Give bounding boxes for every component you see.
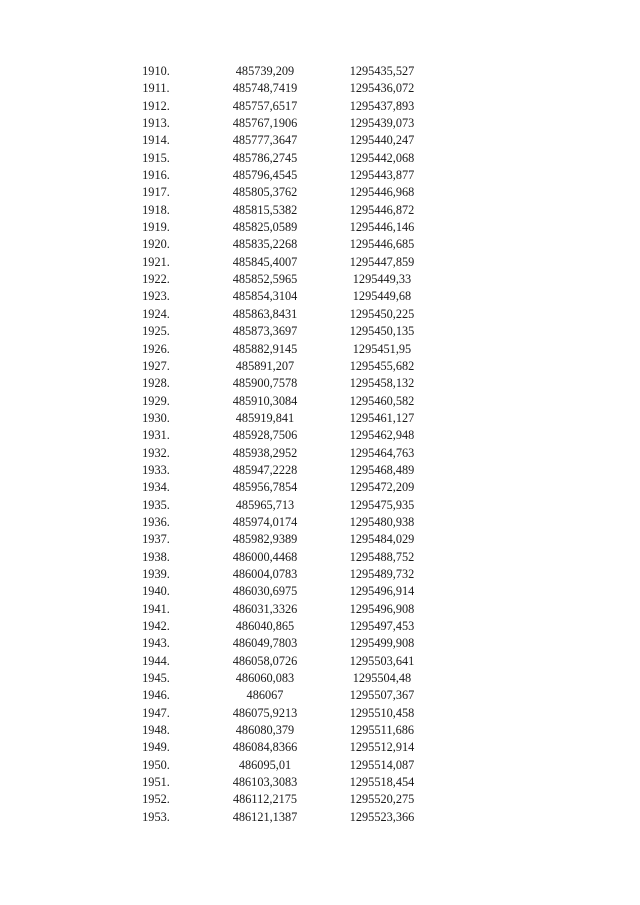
row-index: 1948. bbox=[142, 723, 170, 738]
value-a: 485974,0174 bbox=[232, 514, 298, 529]
table-row bbox=[100, 722, 446, 739]
table-row bbox=[100, 757, 446, 774]
value-b: 1295449,33 bbox=[352, 272, 412, 287]
row-index: 1920. bbox=[142, 237, 170, 252]
row-index: 1953. bbox=[142, 809, 170, 824]
table-row bbox=[100, 306, 446, 323]
value-b: 1295504,48 bbox=[352, 671, 412, 686]
row-index: 1926. bbox=[142, 341, 170, 356]
row-index: 1940. bbox=[142, 584, 170, 599]
value-a: 486095,01 bbox=[238, 757, 292, 772]
table-row bbox=[100, 63, 446, 80]
row-index: 1915. bbox=[142, 150, 170, 165]
value-b: 1295512,914 bbox=[349, 740, 415, 755]
value-a: 485815,5382 bbox=[232, 202, 298, 217]
row-index: 1919. bbox=[142, 220, 170, 235]
value-b: 1295484,029 bbox=[349, 532, 415, 547]
table-row bbox=[100, 323, 446, 340]
value-b: 1295461,127 bbox=[349, 410, 415, 425]
row-index: 1916. bbox=[142, 168, 170, 183]
row-index: 1943. bbox=[142, 636, 170, 651]
value-b: 1295480,938 bbox=[349, 514, 415, 529]
row-index: 1950. bbox=[142, 757, 170, 772]
value-b: 1295520,275 bbox=[349, 792, 415, 807]
row-index: 1914. bbox=[142, 133, 170, 148]
value-b: 1295436,072 bbox=[349, 81, 415, 96]
table-row bbox=[100, 167, 446, 184]
table-row bbox=[100, 271, 446, 288]
table-row bbox=[100, 635, 446, 652]
value-a: 486075,9213 bbox=[232, 705, 298, 720]
value-a: 485882,9145 bbox=[232, 341, 298, 356]
value-b: 1295439,073 bbox=[349, 116, 415, 131]
value-b: 1295518,454 bbox=[349, 775, 415, 790]
value-a: 485757,6517 bbox=[232, 98, 298, 113]
row-index: 1924. bbox=[142, 306, 170, 321]
table-row bbox=[100, 341, 446, 358]
value-b: 1295507,367 bbox=[349, 688, 415, 703]
row-index: 1938. bbox=[142, 549, 170, 564]
row-index: 1952. bbox=[142, 792, 170, 807]
value-a: 485835,2268 bbox=[232, 237, 298, 252]
value-b: 1295497,453 bbox=[349, 619, 415, 633]
value-b: 1295460,582 bbox=[349, 393, 415, 408]
value-b: 1295489,732 bbox=[349, 566, 415, 581]
value-b: 1295449,68 bbox=[352, 289, 412, 304]
value-a: 485805,3762 bbox=[232, 185, 298, 200]
table-row bbox=[100, 549, 446, 566]
table-row bbox=[100, 531, 446, 548]
table-row bbox=[100, 809, 446, 826]
value-a: 485796,4545 bbox=[232, 168, 298, 183]
row-index: 1921. bbox=[142, 254, 170, 269]
row-index: 1932. bbox=[142, 445, 170, 460]
value-b: 1295446,146 bbox=[349, 220, 415, 235]
value-b: 1295475,935 bbox=[349, 497, 415, 512]
value-b: 1295496,908 bbox=[349, 601, 415, 616]
value-a: 486058,0726 bbox=[232, 653, 298, 668]
table-row bbox=[100, 393, 446, 410]
value-a: 486080,379 bbox=[235, 723, 295, 738]
table-row bbox=[100, 358, 446, 375]
table-row bbox=[100, 445, 446, 462]
table-row bbox=[100, 514, 446, 531]
row-index: 1935. bbox=[142, 497, 170, 512]
table-row bbox=[100, 219, 446, 236]
table-row bbox=[100, 791, 446, 808]
row-index: 1922. bbox=[142, 272, 170, 287]
table-row bbox=[100, 670, 446, 687]
table-row bbox=[100, 115, 446, 132]
value-a: 485873,3697 bbox=[232, 324, 298, 339]
value-b: 1295511,686 bbox=[349, 723, 415, 738]
row-index: 1917. bbox=[142, 185, 170, 200]
row-index: 1931. bbox=[142, 428, 170, 443]
value-b: 1295510,458 bbox=[349, 705, 415, 720]
table-body bbox=[100, 63, 446, 826]
value-a: 485900,7578 bbox=[232, 376, 298, 391]
value-a: 485854,3104 bbox=[232, 289, 298, 304]
value-b: 1295496,914 bbox=[349, 584, 415, 599]
row-index: 1945. bbox=[142, 671, 170, 686]
value-b: 1295523,366 bbox=[349, 809, 415, 824]
table-row bbox=[100, 566, 446, 583]
row-index: 1911. bbox=[142, 81, 170, 96]
row-index: 1946. bbox=[142, 688, 170, 703]
value-a: 485982,9389 bbox=[232, 532, 298, 547]
value-b: 1295437,893 bbox=[349, 98, 415, 113]
value-a: 486040,865 bbox=[235, 619, 295, 633]
value-a: 485777,3647 bbox=[232, 133, 298, 148]
value-b: 1295450,225 bbox=[349, 306, 415, 321]
value-a: 485956,7854 bbox=[232, 480, 298, 495]
value-b: 1295468,489 bbox=[349, 462, 415, 477]
value-b: 1295446,968 bbox=[349, 185, 415, 200]
table-row bbox=[100, 774, 446, 791]
value-b: 1295462,948 bbox=[349, 428, 415, 443]
value-b: 1295450,135 bbox=[349, 324, 415, 339]
row-index: 1927. bbox=[142, 358, 170, 373]
value-b: 1295499,908 bbox=[349, 636, 415, 651]
row-index: 1918. bbox=[142, 202, 170, 217]
row-index: 1942. bbox=[142, 619, 170, 633]
value-b: 1295451,95 bbox=[352, 341, 412, 356]
value-a: 486030,6975 bbox=[232, 584, 298, 599]
data-table bbox=[100, 63, 446, 826]
row-index: 1949. bbox=[142, 740, 170, 755]
value-b: 1295443,877 bbox=[349, 168, 415, 183]
table-row bbox=[100, 288, 446, 305]
value-a: 485919,841 bbox=[235, 410, 295, 425]
row-index: 1925. bbox=[142, 324, 170, 339]
value-b: 1295488,752 bbox=[349, 549, 415, 564]
value-a: 486121,1387 bbox=[232, 809, 298, 824]
row-index: 1941. bbox=[142, 601, 170, 616]
row-index: 1913. bbox=[142, 116, 170, 131]
row-index: 1928. bbox=[142, 376, 170, 391]
table-row bbox=[100, 618, 446, 635]
value-a: 485748,7419 bbox=[232, 81, 298, 96]
value-a: 485947,2228 bbox=[232, 462, 298, 477]
value-a: 485928,7506 bbox=[232, 428, 298, 443]
value-a: 486112,2175 bbox=[232, 792, 298, 807]
value-a: 485938,2952 bbox=[232, 445, 298, 460]
value-b: 1295472,209 bbox=[349, 480, 415, 495]
table-row bbox=[100, 202, 446, 219]
value-a: 486004,0783 bbox=[232, 566, 298, 581]
value-a: 486103,3083 bbox=[232, 775, 298, 790]
value-a: 486031,3326 bbox=[232, 601, 298, 616]
value-b: 1295442,068 bbox=[349, 150, 415, 165]
value-a: 485852,5965 bbox=[232, 272, 298, 287]
value-b: 1295503,641 bbox=[349, 653, 415, 668]
table-row bbox=[100, 462, 446, 479]
row-index: 1934. bbox=[142, 480, 170, 495]
row-index: 1910. bbox=[142, 64, 170, 78]
value-a: 485786,2745 bbox=[232, 150, 298, 165]
row-index: 1912. bbox=[142, 98, 170, 113]
row-index: 1939. bbox=[142, 566, 170, 581]
table-row bbox=[100, 254, 446, 271]
table-row bbox=[100, 132, 446, 149]
value-a: 486049,7803 bbox=[232, 636, 298, 651]
value-b: 1295440,247 bbox=[349, 133, 415, 148]
value-a: 485767,1906 bbox=[232, 116, 298, 131]
value-b: 1295514,087 bbox=[349, 757, 415, 772]
table-row bbox=[100, 479, 446, 496]
table-row bbox=[100, 98, 446, 115]
value-a: 485863,8431 bbox=[232, 306, 298, 321]
value-a: 486084,8366 bbox=[232, 740, 298, 755]
value-b: 1295447,859 bbox=[349, 254, 415, 269]
table-row bbox=[100, 427, 446, 444]
value-b: 1295455,682 bbox=[349, 358, 415, 373]
value-a: 485965,713 bbox=[235, 497, 295, 512]
table-row bbox=[100, 601, 446, 618]
row-index: 1923. bbox=[142, 289, 170, 304]
value-b: 1295458,132 bbox=[349, 376, 415, 391]
row-index: 1936. bbox=[142, 514, 170, 529]
row-index: 1929. bbox=[142, 393, 170, 408]
table-row bbox=[100, 653, 446, 670]
row-index: 1944. bbox=[142, 653, 170, 668]
value-a: 486060,083 bbox=[235, 671, 295, 686]
value-a: 485891,207 bbox=[235, 358, 295, 373]
value-b: 1295446,685 bbox=[349, 237, 415, 252]
row-index: 1937. bbox=[142, 532, 170, 547]
row-index: 1930. bbox=[142, 410, 170, 425]
value-b: 1295464,763 bbox=[349, 445, 415, 460]
value-a: 485910,3084 bbox=[232, 393, 298, 408]
value-a: 486067 bbox=[246, 688, 284, 703]
value-a: 485845,4007 bbox=[232, 254, 298, 269]
row-index: 1951. bbox=[142, 775, 170, 790]
table-row bbox=[100, 80, 446, 97]
table-row bbox=[100, 410, 446, 427]
table-row bbox=[100, 583, 446, 600]
value-b: 1295435,527 bbox=[349, 64, 415, 78]
row-index: 1933. bbox=[142, 462, 170, 477]
table-row bbox=[100, 375, 446, 392]
value-a: 486000,4468 bbox=[232, 549, 298, 564]
table-row bbox=[100, 705, 446, 722]
table-row bbox=[100, 497, 446, 514]
table-row bbox=[100, 150, 446, 167]
row-index: 1947. bbox=[142, 705, 170, 720]
value-a: 485739,209 bbox=[235, 64, 295, 78]
table-row bbox=[100, 184, 446, 201]
table-row bbox=[100, 687, 446, 704]
table-row bbox=[100, 739, 446, 756]
value-b: 1295446,872 bbox=[349, 202, 415, 217]
table-row bbox=[100, 236, 446, 253]
value-a: 485825,0589 bbox=[232, 220, 298, 235]
